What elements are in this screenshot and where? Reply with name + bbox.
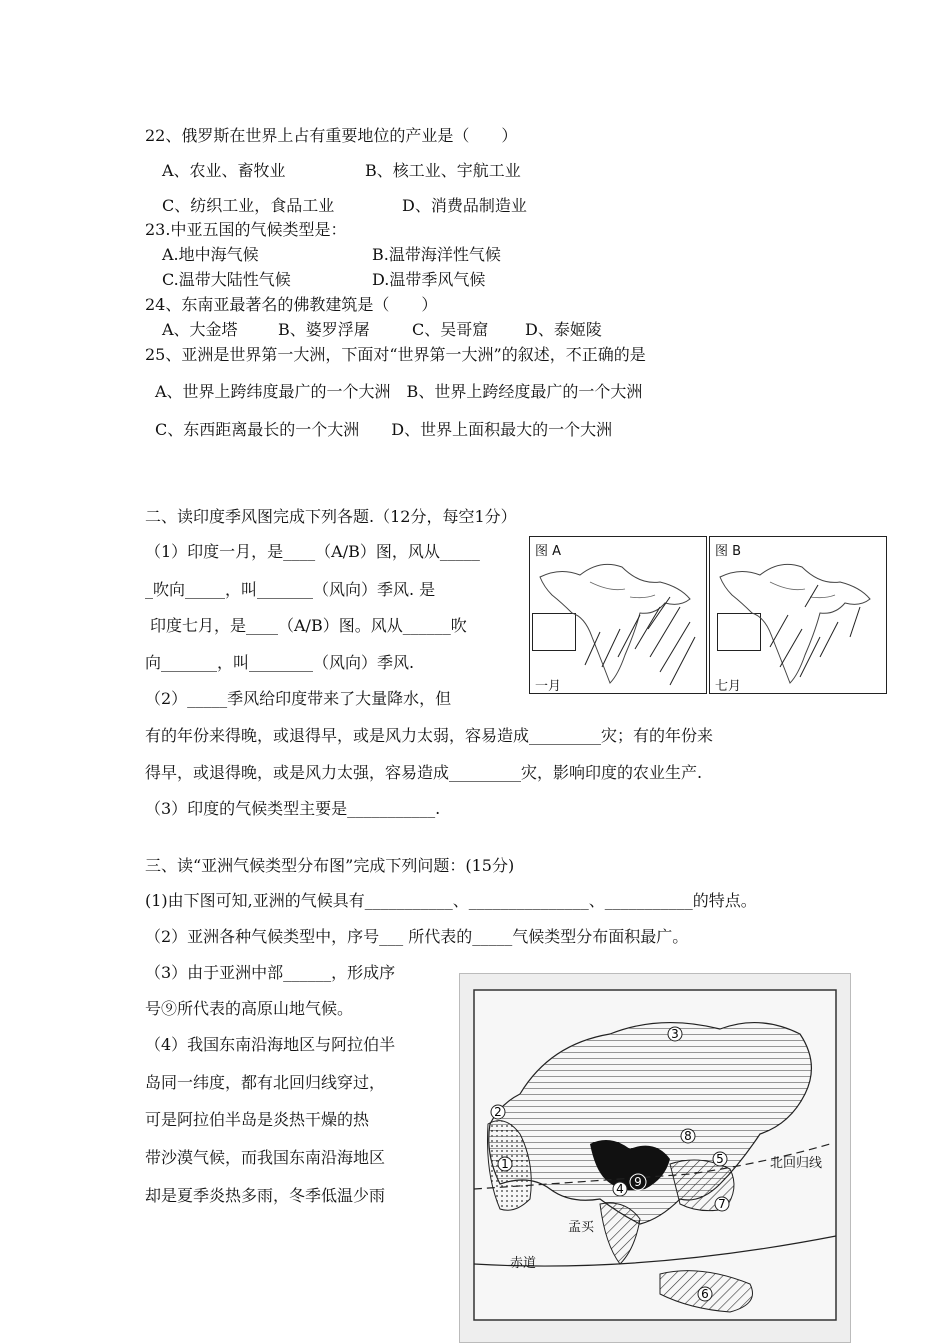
svg-text:4: 4 — [616, 1182, 624, 1196]
q22-option-a: A、农业、畜牧业 — [162, 161, 286, 180]
section3-line4: 号⑨所代表的高原山地气候。 — [145, 999, 354, 1018]
q23-option-d: D.温带季风气候 — [372, 270, 486, 289]
svg-text:3: 3 — [671, 1027, 679, 1041]
q23-stem: 23.中亚五国的气候类型是： — [145, 220, 347, 239]
equator-label: 赤道 — [510, 1256, 537, 1271]
map-a-title: 图 A — [535, 544, 562, 559]
map-b-outline — [710, 537, 886, 693]
section3-line7: 可是阿拉伯半岛是炎热干燥的热 — [145, 1110, 370, 1129]
section3-line8: 带沙漠气候，而我国东南沿海地区 — [145, 1148, 386, 1167]
section2-line2: _吹向_____，叫_______（风向）季风. 是 — [145, 580, 436, 599]
section3-line2: （2）亚洲各种气候类型中，序号___ 所代表的_____气候类型分布面积最广。 — [145, 927, 689, 946]
q22-option-b: B、核工业、宇航工业 — [365, 161, 521, 180]
q23-option-b: B.温带海洋性气候 — [372, 245, 501, 264]
map-a-month: 一月 — [535, 679, 562, 694]
svg-text:8: 8 — [684, 1129, 692, 1143]
q25-options-cd: C、东西距离最长的一个大洲 D、世界上面积最大的一个大洲 — [155, 420, 613, 439]
q25-stem: 25、亚洲是世界第一大洲，下面对“世界第一大洲”的叙述，不正确的是 — [145, 345, 646, 364]
q25-options-ab: A、世界上跨纬度最广的一个大洲 B、世界上跨经度最广的一个大洲 — [155, 382, 643, 401]
india-map-b — [709, 536, 887, 694]
q23-option-a: A.地中海气候 — [162, 245, 259, 264]
svg-text:5: 5 — [716, 1152, 724, 1166]
q24-option-b: B、婆罗浮屠 — [278, 320, 370, 339]
svg-text:7: 7 — [718, 1197, 726, 1211]
asia-climate-map — [459, 973, 851, 1343]
svg-text:6: 6 — [701, 1287, 709, 1301]
section3-line5: （4）我国东南沿海地区与阿拉伯半 — [145, 1035, 396, 1054]
section2-line7: 得早，或退得晚，或是风力太强，容易造成_________灾，影响印度的农业生产. — [145, 763, 703, 782]
q24-option-c: C、吴哥窟 — [412, 320, 489, 339]
q22-stem: 22、俄罗斯在世界上占有重要地位的产业是（ ） — [145, 126, 518, 145]
q22-option-d: D、消费品制造业 — [402, 196, 527, 215]
svg-text:1: 1 — [501, 1157, 509, 1171]
q24-option-a: A、大金塔 — [162, 320, 238, 339]
section3-title: 三、读“亚洲气候类型分布图”完成下列问题：(15分) — [145, 856, 515, 875]
section3-line6: 岛同一纬度，都有北回归线穿过， — [145, 1073, 386, 1092]
section3-line9: 却是夏季炎热多雨，冬季低温少雨 — [145, 1186, 386, 1205]
q23-option-c: C.温带大陆性气候 — [162, 270, 291, 289]
section2-line5: （2）_____季风给印度带来了大量降水，但 — [145, 689, 452, 708]
map-b-month: 七月 — [715, 679, 742, 694]
q24-stem: 24、东南亚最著名的佛教建筑是（ ） — [145, 295, 438, 314]
map-b-title: 图 B — [715, 544, 742, 559]
section2-line6: 有的年份来得晚，或退得早，或是风力太弱，容易造成_________灾；有的年份来 — [145, 726, 714, 745]
section3-line3: （3）由于亚洲中部______，形成序 — [145, 963, 396, 982]
section3-line1: (1)由下图可知,亚洲的气候具有___________、_______________、___________的特点。 — [145, 891, 757, 910]
mumbai-label: 孟买 — [568, 1220, 595, 1235]
q24-option-d: D、泰姬陵 — [525, 320, 602, 339]
q22-option-c: C、纺织工业，食品工业 — [162, 196, 335, 215]
section2-line3: 印度七月，是____（A/B）图。风从______吹 — [150, 616, 467, 635]
svg-text:9: 9 — [634, 1175, 642, 1189]
india-map-a — [529, 536, 707, 694]
tropic-label: 北回归线 — [770, 1156, 823, 1171]
section2-line8: （3）印度的气候类型主要是___________. — [145, 799, 441, 818]
section2-line4: 向_______，叫________（风向）季风. — [145, 653, 415, 672]
section2-line1: （1）印度一月，是____（A/B）图，风从_____ — [145, 542, 480, 561]
section2-title: 二、读印度季风图完成下列各题.（12分，每空1分） — [145, 507, 517, 526]
svg-text:2: 2 — [494, 1105, 502, 1119]
map-a-outline — [530, 537, 706, 693]
